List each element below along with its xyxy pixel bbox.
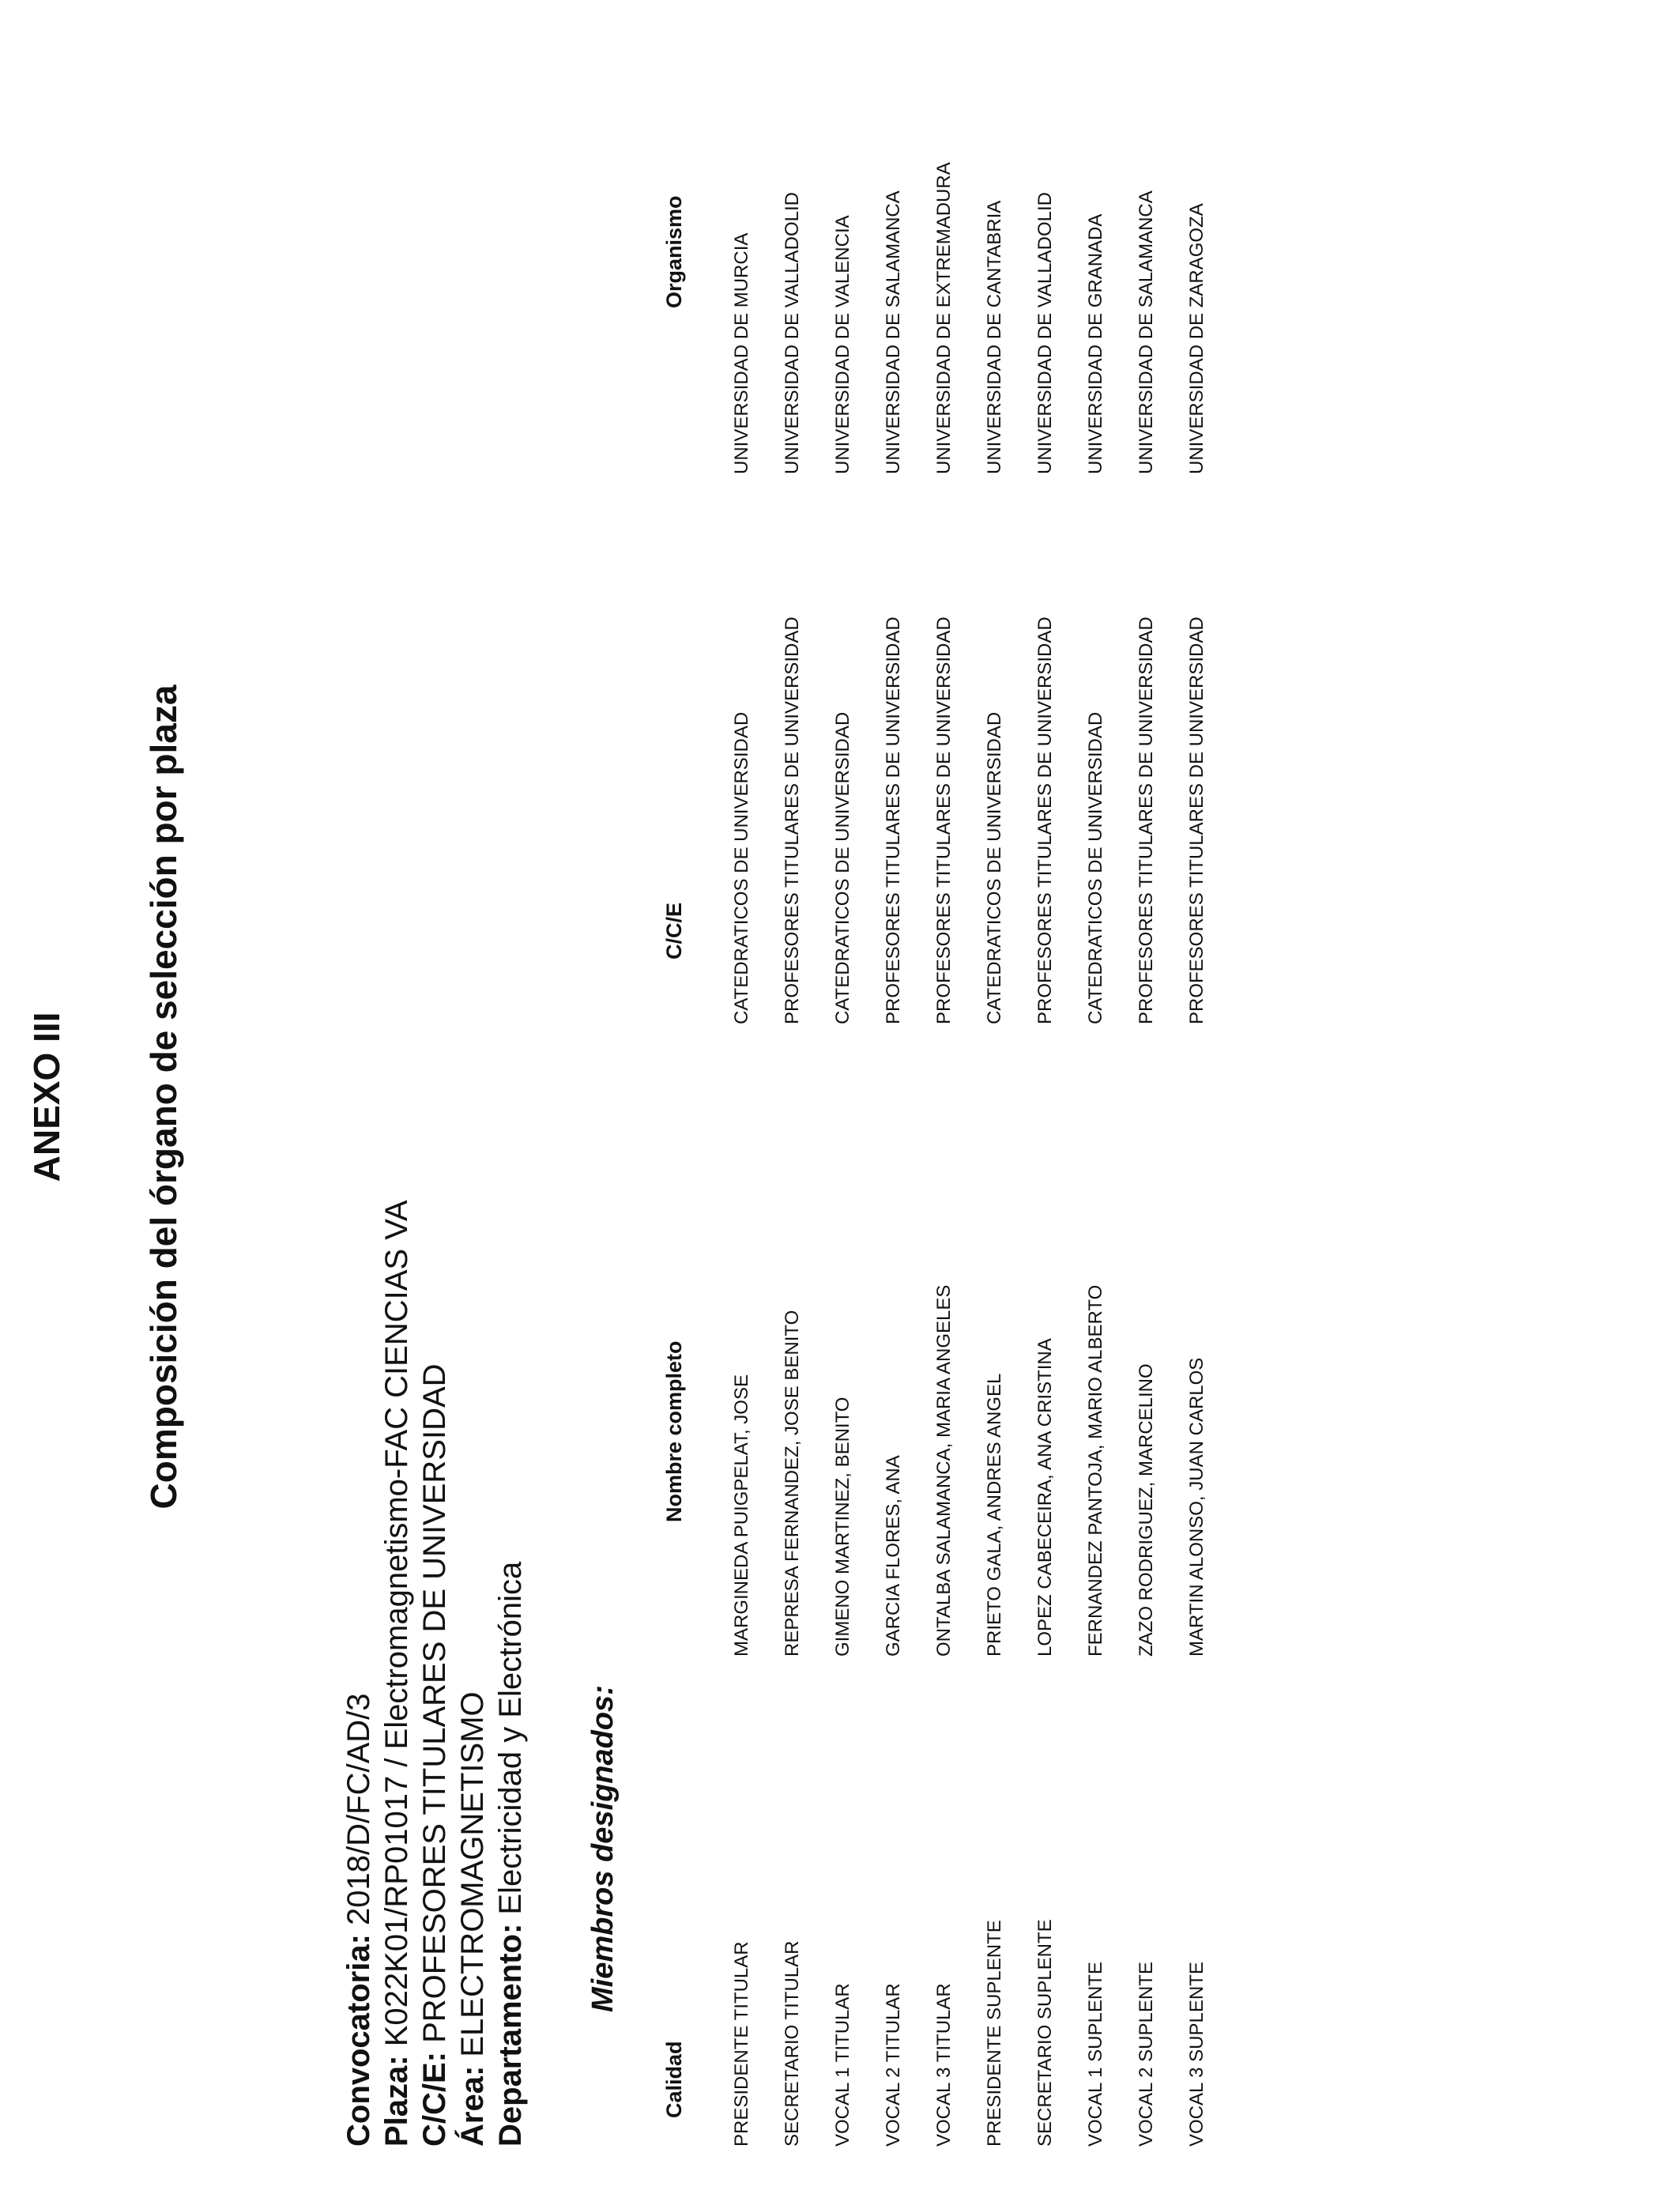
row-6-nombre: PRIETO GALA, ANDRES ANGEL	[984, 1373, 1005, 1657]
row-2-organismo: UNIVERSIDAD DE VALLADOLID	[782, 192, 803, 474]
area-value: ELECTROMAGNETISMO	[455, 1691, 490, 2066]
cce-value: PROFESORES TITULARES DE UNIVERSIDAD	[417, 1363, 452, 2052]
row-2-calidad: SECRETARIO TITULAR	[782, 1940, 803, 2147]
departamento-label: Departamento:	[493, 1923, 528, 2147]
departamento-value: Electricidad y Electrónica	[493, 1561, 528, 1924]
row-10-cce: PROFESORES TITULARES DE UNIVERSIDAD	[1186, 616, 1207, 1024]
plaza-value: K022K01/RP01017 / Electromagnetismo-FAC CIENCIAS VA	[379, 1200, 414, 2056]
row-7-organismo: UNIVERSIDAD DE VALLADOLID	[1034, 192, 1056, 474]
members-title: Miembros designados:	[586, 1685, 620, 2012]
annex-title: ANEXO III	[26, 1012, 67, 1182]
row-3-calidad: VOCAL 1 TITULAR	[832, 1983, 853, 2147]
row-2-cce: PROFESORES TITULARES DE UNIVERSIDAD	[782, 616, 803, 1024]
row-7-cce: PROFESORES TITULARES DE UNIVERSIDAD	[1034, 616, 1056, 1024]
row-5-cce: PROFESORES TITULARES DE UNIVERSIDAD	[933, 616, 955, 1024]
row-3-cce: CATEDRATICOS DE UNIVERSIDAD	[832, 711, 853, 1024]
row-3-organismo: UNIVERSIDAD DE VALENCIA	[832, 215, 853, 474]
row-10-calidad: VOCAL 3 SUPLENTE	[1186, 1962, 1207, 2147]
row-1-nombre: MARGINEDA PUIGPELAT, JOSE	[731, 1374, 752, 1657]
row-1-cce: CATEDRATICOS DE UNIVERSIDAD	[731, 711, 752, 1024]
row-6-cce: CATEDRATICOS DE UNIVERSIDAD	[984, 711, 1005, 1024]
header-calidad: Calidad	[662, 2041, 686, 2118]
area-line	[454, 1691, 492, 2147]
row-7-calidad: SECRETARIO SUPLENTE	[1034, 1919, 1056, 2147]
header-organismo: Organismo	[662, 195, 686, 308]
row-9-cce: PROFESORES TITULARES DE UNIVERSIDAD	[1136, 616, 1157, 1024]
row-5-nombre: ONTALBA SALAMANCA, MARIA ANGELES	[933, 1284, 955, 1657]
cce-label: C/C/E:	[417, 2052, 452, 2147]
row-10-nombre: MARTIN ALONSO, JUAN CARLOS	[1186, 1357, 1207, 1657]
cce-line	[416, 1363, 454, 2147]
convocatoria-label: Convocatoria:	[341, 1934, 376, 2147]
row-1-calidad: PRESIDENTE TITULAR	[731, 1941, 752, 2147]
row-9-calidad: VOCAL 2 SUPLENTE	[1136, 1962, 1157, 2147]
departamento-line	[492, 1562, 529, 2147]
row-8-nombre: FERNANDEZ PANTOJA, MARIO ALBERTO	[1085, 1284, 1106, 1657]
row-8-cce: CATEDRATICOS DE UNIVERSIDAD	[1085, 711, 1106, 1024]
row-9-organismo: UNIVERSIDAD DE SALAMANCA	[1136, 190, 1157, 474]
header-cce: C/C/E	[662, 902, 686, 959]
convocatoria-line	[340, 1693, 378, 2147]
row-9-nombre: ZAZO RODRIGUEZ, MARCELINO	[1136, 1363, 1157, 1657]
row-6-calidad: PRESIDENTE SUPLENTE	[984, 1920, 1005, 2147]
row-4-calidad: VOCAL 2 TITULAR	[883, 1983, 904, 2147]
row-5-organismo: UNIVERSIDAD DE EXTREMADURA	[933, 162, 955, 474]
row-7-nombre: LOPEZ CABECEIRA, ANA CRISTINA	[1034, 1338, 1056, 1657]
row-8-organismo: UNIVERSIDAD DE GRANADA	[1085, 213, 1106, 474]
row-1-organismo: UNIVERSIDAD DE MURCIA	[731, 232, 752, 474]
row-4-organismo: UNIVERSIDAD DE SALAMANCA	[883, 190, 904, 474]
row-8-calidad: VOCAL 1 SUPLENTE	[1085, 1962, 1106, 2147]
row-4-cce: PROFESORES TITULARES DE UNIVERSIDAD	[883, 616, 904, 1024]
plaza-line	[378, 1200, 416, 2147]
page-title: Composición del órgano de selección por plaza	[143, 684, 184, 1510]
row-10-organismo: UNIVERSIDAD DE ZARAGOZA	[1186, 203, 1207, 474]
plaza-label: Plaza:	[379, 2055, 414, 2147]
row-2-nombre: REPRESA FERNANDEZ, JOSE BENITO	[782, 1310, 803, 1657]
row-6-organismo: UNIVERSIDAD DE CANTABRIA	[984, 200, 1005, 474]
row-5-calidad: VOCAL 3 TITULAR	[933, 1983, 955, 2147]
row-4-nombre: GARCIA FLORES, ANA	[883, 1455, 904, 1657]
row-3-nombre: GIMENO MARTINEZ, BENITO	[832, 1397, 853, 1657]
convocatoria-value: 2018/D/FC/AD/3	[341, 1693, 376, 1935]
area-label: Área:	[455, 2065, 490, 2147]
header-nombre: Nombre completo	[662, 1340, 686, 1522]
